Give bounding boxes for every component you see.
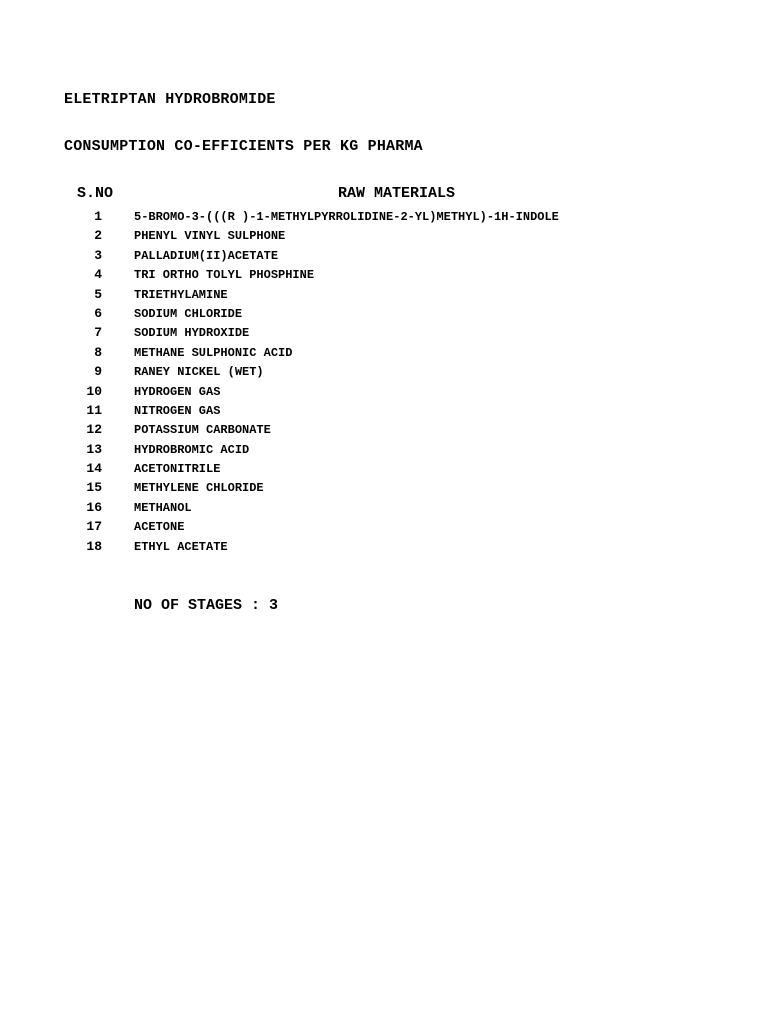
row-material-name: HYDROGEN GAS xyxy=(134,384,221,399)
row-material-name: NITROGEN GAS xyxy=(134,403,221,418)
row-material-name: PALLADIUM(II)ACETATE xyxy=(134,248,279,263)
list-item xyxy=(0,499,768,518)
row-serial-number: 3 xyxy=(94,247,102,263)
row-material-name: TRIETHYLAMINE xyxy=(134,287,228,302)
row-material-name: METHANOL xyxy=(134,500,192,515)
row-material-name: SODIUM HYDROXIDE xyxy=(134,326,250,341)
list-item xyxy=(0,286,768,305)
list-item xyxy=(0,324,768,343)
row-serial-number: 14 xyxy=(86,461,102,477)
list-item xyxy=(0,538,768,557)
list-item xyxy=(0,383,768,402)
row-material-name: ACETONITRILE xyxy=(134,462,221,477)
row-serial-number: 6 xyxy=(94,305,102,321)
list-item xyxy=(0,266,768,285)
row-serial-number: 1 xyxy=(94,209,102,224)
row-material-name: HYDROBROMIC ACID xyxy=(134,442,250,457)
list-item xyxy=(0,344,768,363)
list-item xyxy=(0,479,768,498)
row-material-name: 5-BROMO-3-(((R )-1-METHYLPYRROLIDINE-2-YL)METHYL)-1H-INDOLE xyxy=(134,210,559,224)
document-title: ELETRIPTAN HYDROBROMIDE xyxy=(64,91,276,108)
list-item xyxy=(0,247,768,266)
row-material-name: ACETONE xyxy=(134,520,185,535)
row-serial-number: 18 xyxy=(86,538,102,554)
list-item xyxy=(0,208,768,227)
list-item xyxy=(0,363,768,382)
row-material-name: RANEY NICKEL (WET) xyxy=(134,365,264,380)
row-material-name: POTASSIUM CARBONATE xyxy=(134,423,271,438)
row-serial-number: 4 xyxy=(94,267,102,283)
row-serial-number: 2 xyxy=(94,228,102,244)
row-serial-number: 12 xyxy=(86,422,102,438)
row-serial-number: 10 xyxy=(86,383,102,399)
list-item xyxy=(0,402,768,421)
row-serial-number: 7 xyxy=(94,325,102,341)
row-serial-number: 9 xyxy=(94,364,102,380)
row-material-name: ETHYL ACETATE xyxy=(134,539,228,554)
list-item xyxy=(0,305,768,324)
row-serial-number: 8 xyxy=(94,344,102,360)
row-serial-number: 13 xyxy=(86,441,102,457)
list-item xyxy=(0,460,768,479)
row-serial-number: 11 xyxy=(86,402,102,418)
column-header-raw-materials: RAW MATERIALS xyxy=(338,185,456,202)
column-header-sno: S.NO xyxy=(77,185,114,202)
row-material-name: METHYLENE CHLORIDE xyxy=(134,481,264,496)
stages-count: NO OF STAGES : 3 xyxy=(134,597,279,614)
list-item xyxy=(0,441,768,460)
row-serial-number: 17 xyxy=(86,519,102,535)
list-item xyxy=(0,421,768,440)
row-serial-number: 16 xyxy=(86,499,102,515)
row-material-name: PHENYL VINYL SULPHONE xyxy=(134,229,286,244)
list-item xyxy=(0,518,768,537)
row-material-name: SODIUM CHLORIDE xyxy=(134,306,243,321)
row-serial-number: 15 xyxy=(86,480,102,496)
row-serial-number: 5 xyxy=(94,286,102,302)
raw-materials-list xyxy=(0,208,768,557)
list-item xyxy=(0,227,768,246)
document-subtitle: CONSUMPTION CO-EFFICIENTS PER KG PHARMA xyxy=(64,138,423,155)
row-material-name: TRI ORTHO TOLYL PHOSPHINE xyxy=(134,268,315,283)
row-material-name: METHANE SULPHONIC ACID xyxy=(134,345,293,360)
